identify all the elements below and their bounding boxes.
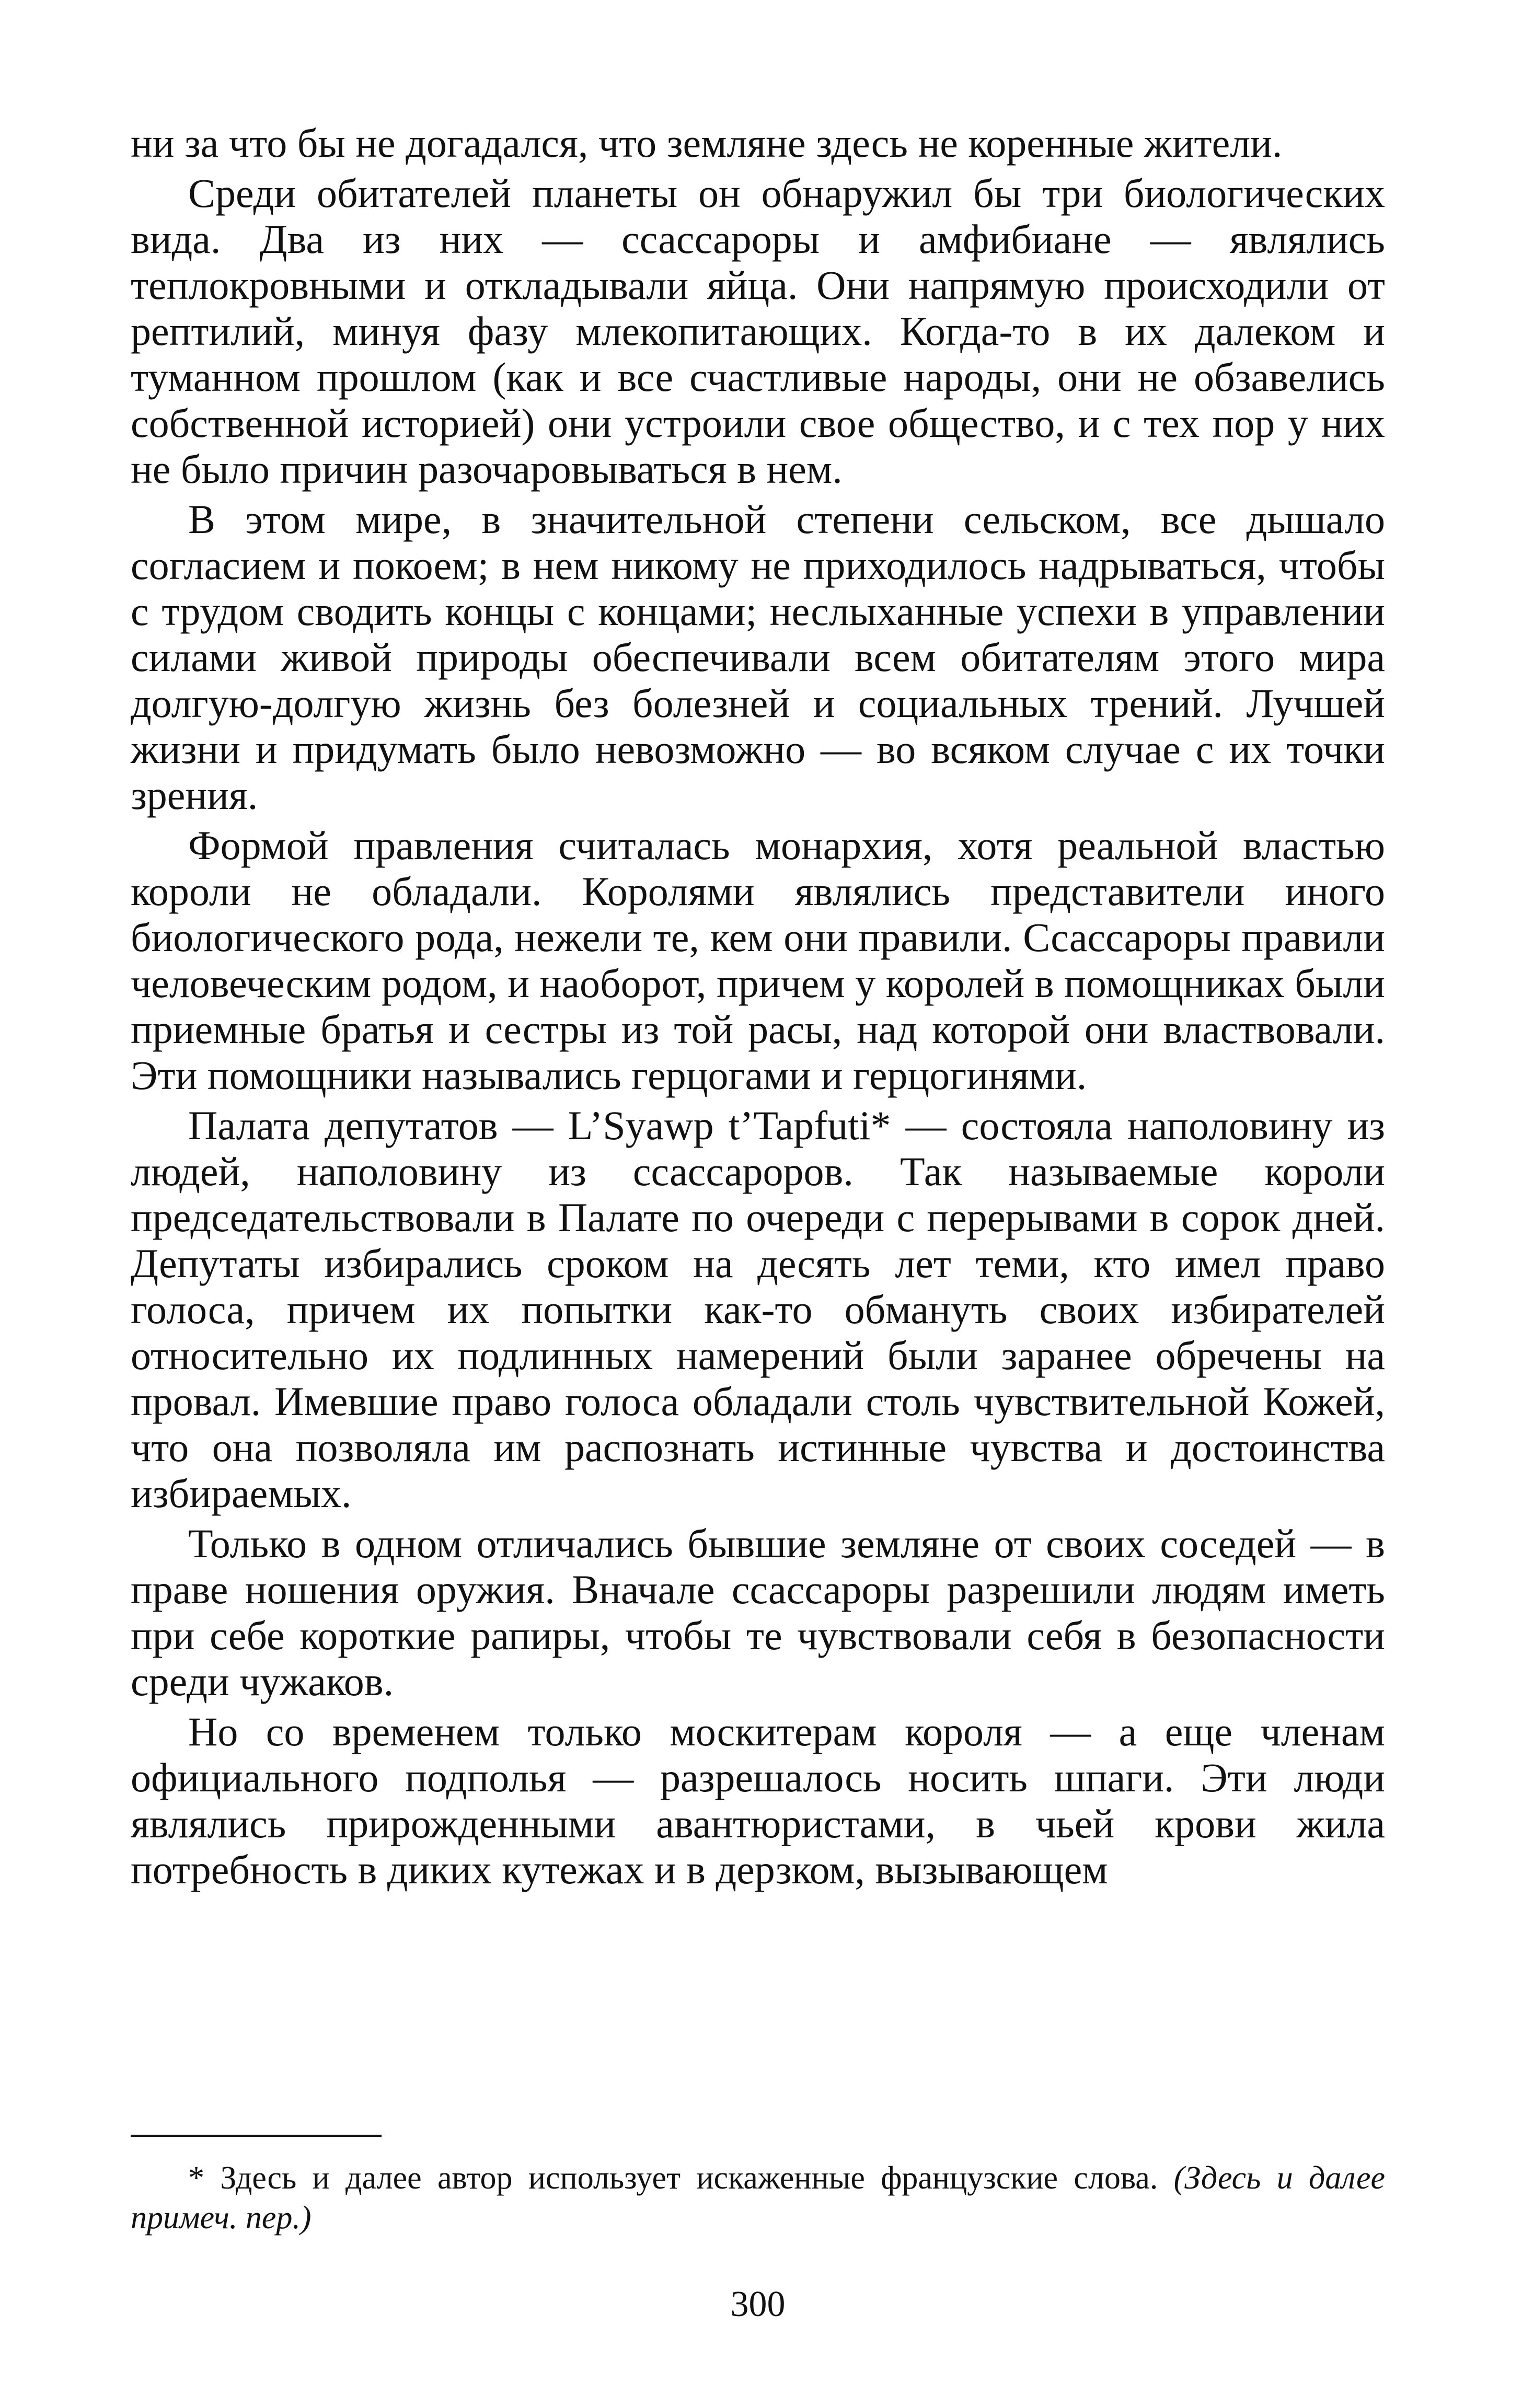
paragraph-2: Среди обитателей планеты он обнаружил бы три биологических вида. Два из них — ссассароры и амфибиане — являлись теплокровными и откладывали яйца. Они напрямую происходили от рептилий, минуя фазу млекопитающих. Когда-то в их далеком и туманном прошлом (как и все счастливые народы, они не обзавелись собственной историей) они устроили свое общество, и с тех пор у них не было причин разочаровываться в нем.	[131, 170, 1385, 492]
footnote-text: * Здесь и далее автор использует искаженные французские слова.	[188, 2160, 1158, 2196]
footnote	[131, 2158, 1385, 2238]
paragraph-4: Формой правления считалась монархия, хотя реальной властью короли не обладали. Королями являлись представители иного биологического рода, нежели те, кем они правили. Ссассароры правили человеческим родом, и наоборот, причем у королей в помощниках были приемные братья и сестры из той расы, над которой они властвовали. Эти помощники назывались герцогами и герцогинями.	[131, 823, 1385, 1098]
paragraph-7: Но со временем только москитерам короля — а еще членам официального подполья — разрешалось носить шпаги. Эти люди являлись прирожденными авантюристами, в чьей крови жила потребность в диких кутежах и в дерзком, вызывающем	[131, 1709, 1385, 1892]
footnote-divider	[131, 2135, 382, 2137]
page-number: 300	[730, 2284, 786, 2324]
paragraph-6: Только в одном отличались бывшие земляне от своих соседей — в праве ношения оружия. Вначале ссассароры разрешили людям иметь при себе короткие рапиры, чтобы те чувствовали себя в безопасности среди чужаков.	[131, 1521, 1385, 1704]
main-text	[131, 120, 1385, 1893]
footnote-translator-note: (Здесь и далее примеч. пер.)	[131, 2160, 1385, 2236]
paragraph-5: Палата депутатов — L’Syawp t’Tapfuti* — состояла наполовину из людей, наполовину из ссассароров. Так называемые короли председательствовали в Палате по очереди с перерывами в сорок дней. Депутаты избирались сроком на десять лет теми, кто имел право голоса, причем их попытки как-то обмануть своих избирателей относительно их подлинных намерений были заранее обречены на провал. Имевшие право голоса обладали столь чувствительной Кожей, что она позволяла им распознать истинные чувства и достоинства избираемых.	[131, 1103, 1385, 1516]
book-page	[131, 120, 1385, 2341]
paragraph-1: ни за что бы не догадался, что земляне здесь не коренные жители.	[131, 120, 1283, 166]
paragraph-3: В этом мире, в значительной степени сельском, все дышало согласием и покоем; в нем никому не приходилось надрываться, чтобы с трудом сводить концы с концами; неслыханные успехи в управлении силами живой природы обеспечивали всем обитателям этого мира долгую-долгую жизнь без болезней и социальных трений. Лучшей жизни и придумать было невозможно — во всяком случае с их точки зрения.	[131, 496, 1385, 818]
